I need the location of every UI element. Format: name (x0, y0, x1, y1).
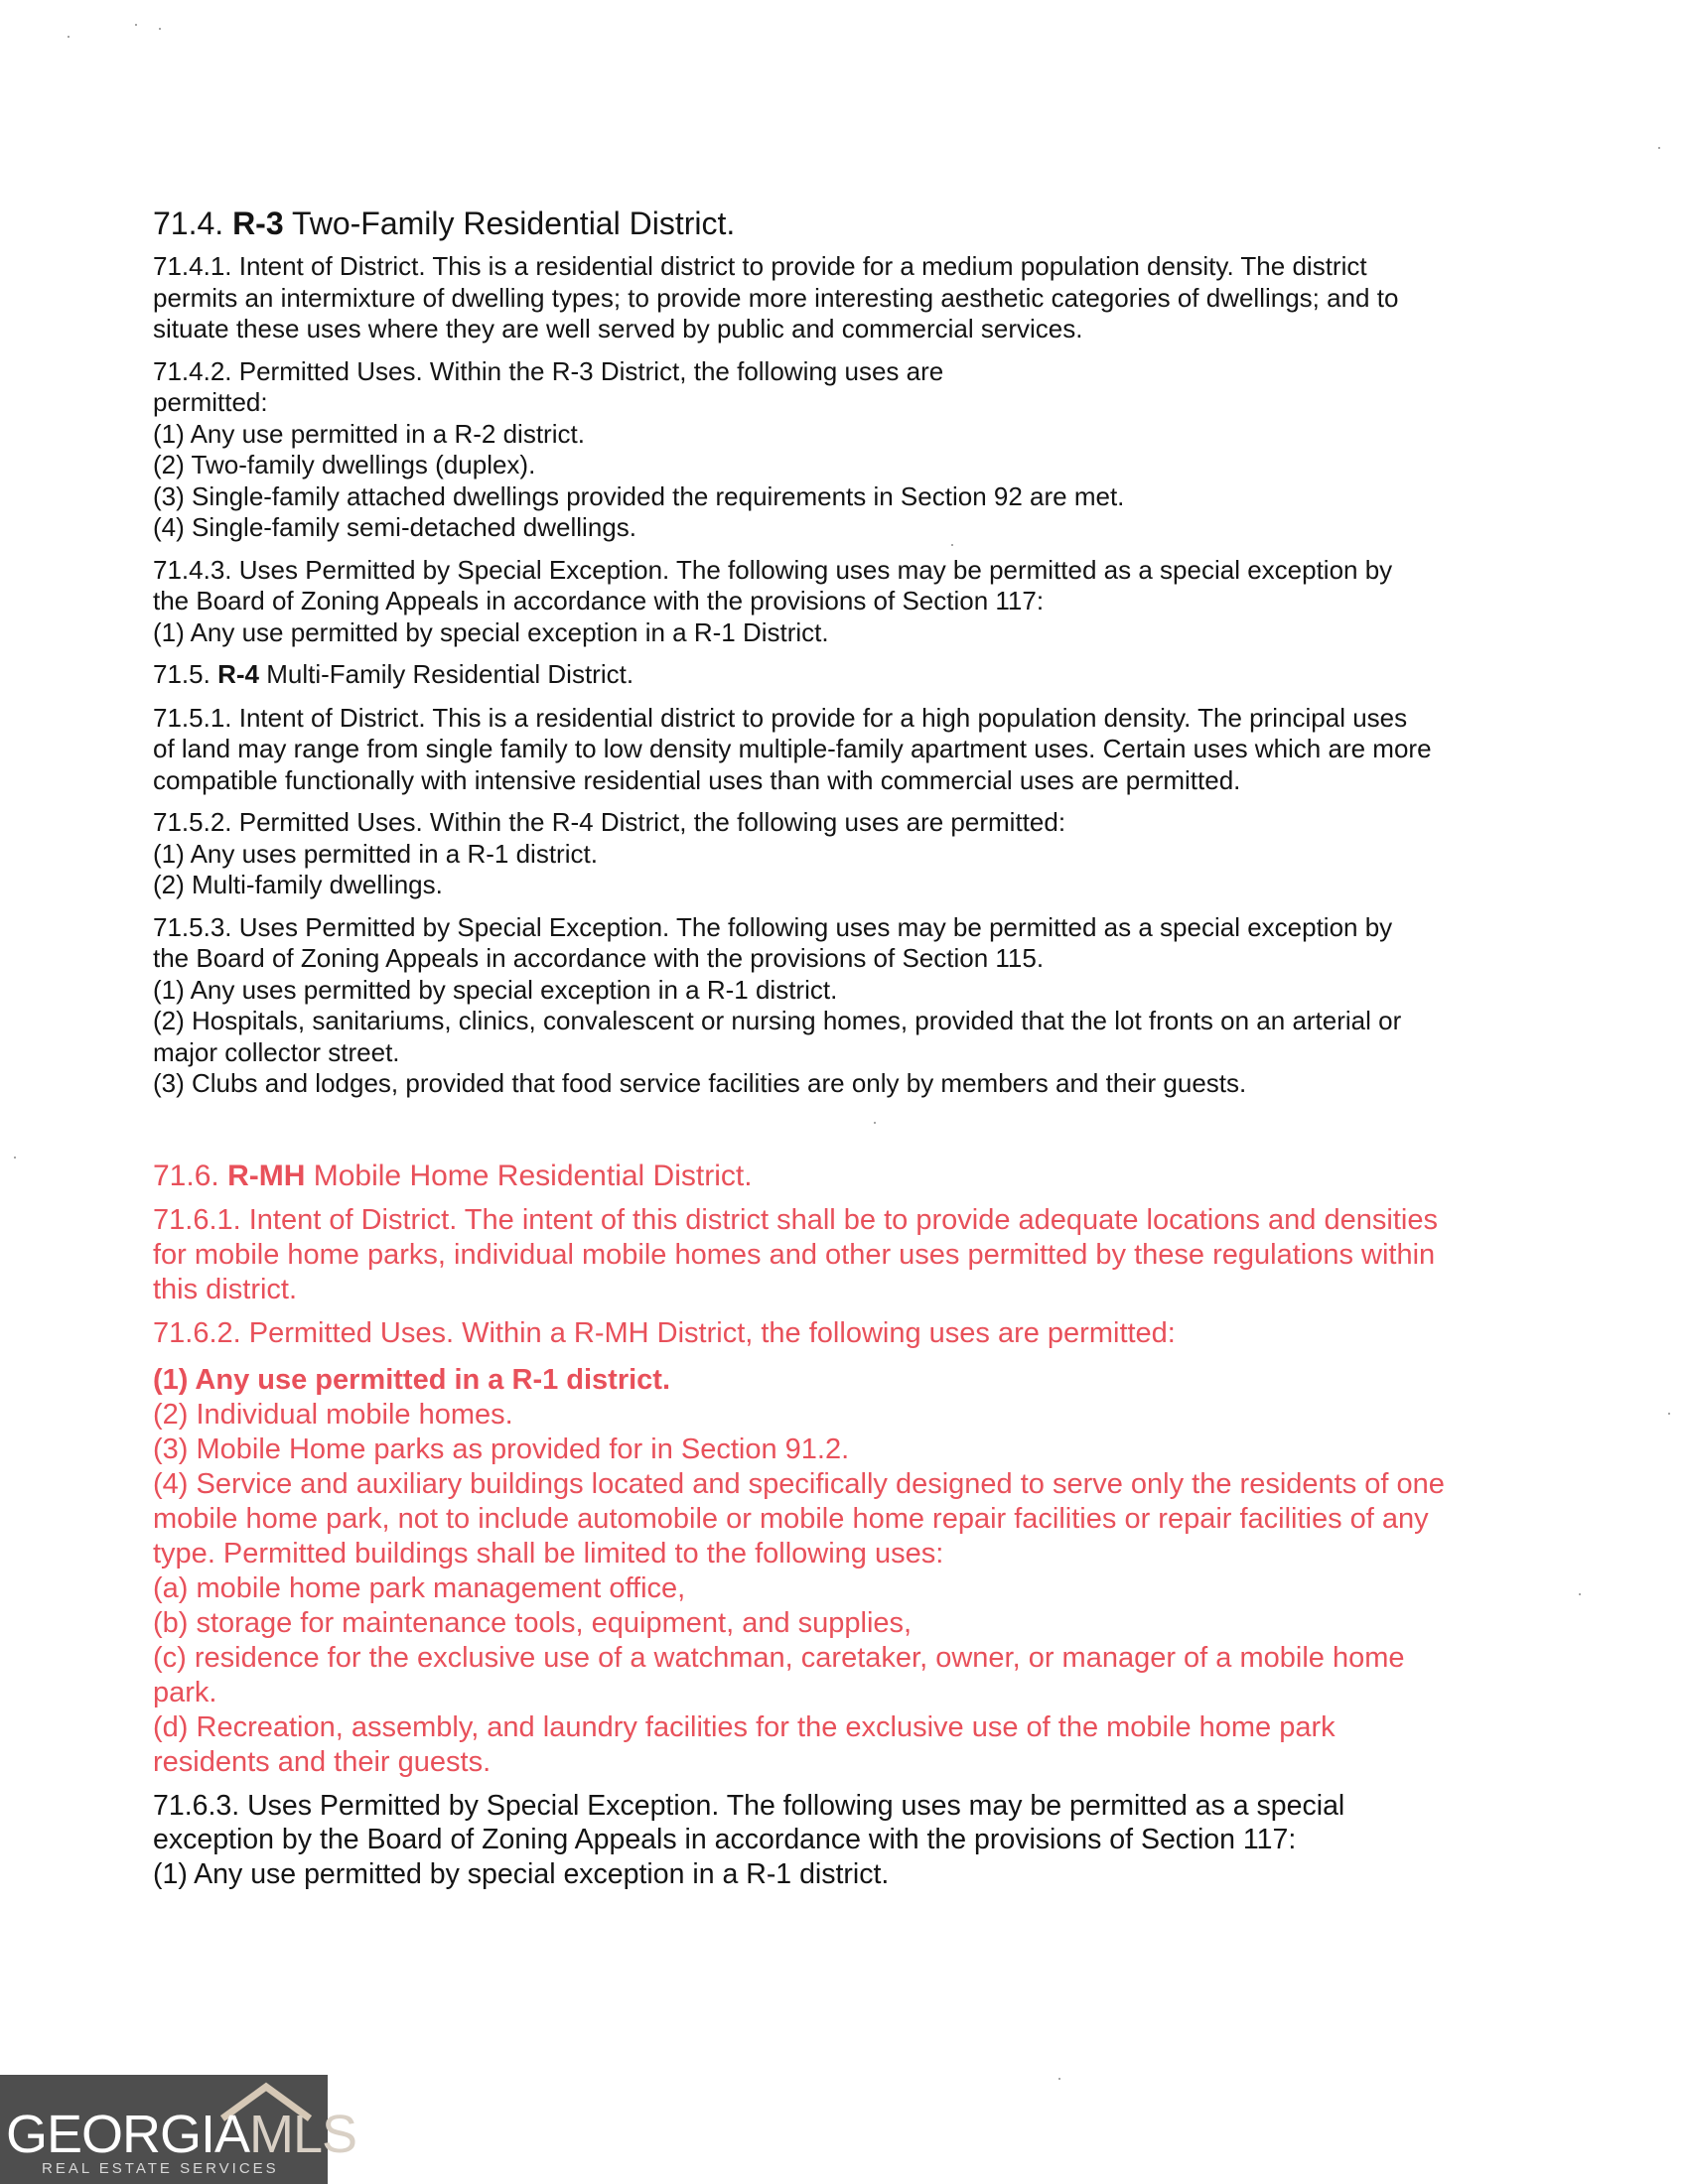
district-code: R-MH (227, 1159, 306, 1192)
list-item: (1) Any use permitted by special exception in a R-1 District. (153, 616, 829, 647)
list-item: (4) Single-family semi-detached dwellings. (153, 512, 636, 542)
text-line: 71.5.3. Uses Permitted by Special Exception. The following uses may be permitted as a special exception by (153, 911, 1393, 942)
section-71-4-heading (153, 204, 1543, 243)
list-item: (b) storage for maintenance tools, equipment, and supplies, (153, 1606, 913, 1639)
section-71-6-2-intro (153, 1316, 1543, 1351)
text-line: 71.4.3. Uses Permitted by Special Exception. The following uses may be permitted as a special exception by (153, 554, 1393, 585)
list-item: (2) Two-family dwellings (duplex). (153, 450, 536, 479)
list-item: (1) Any uses permitted by special exception in a R-1 district. (153, 974, 838, 1005)
section-71-6-3-special (153, 1789, 1543, 1892)
list-item: (3) Clubs and lodges, provided that food service facilities are only by members and their guests. (153, 1068, 1247, 1098)
text-line: 71.4.1. Intent of District. This is a residential district to provide for a medium population density. The district (153, 251, 1367, 281)
heading-title: Mobile Home Residential District. (313, 1159, 753, 1192)
logo-wordmark (6, 2105, 356, 2164)
list-item: (1) Any use permitted in a R-2 district. (153, 418, 585, 449)
section-71-4-1-intent (153, 251, 1543, 345)
list-item: (3) Mobile Home parks as provided for in Section 91.2. (153, 1433, 850, 1465)
text-line: park. (153, 1676, 217, 1708)
text-line: type. Permitted buildings shall be limited to the following uses: (153, 1537, 944, 1570)
list-item: (2) Hospitals, sanitariums, clinics, convalescent or nursing homes, provided that the lot fronts on an arterial or (153, 1006, 1402, 1035)
section-71-4-2-permitted (153, 356, 1543, 544)
georgia-mls-logo (0, 2075, 357, 2184)
list-item: (2) Multi-family dwellings. (153, 870, 443, 899)
section-71-6-1-intent (153, 1203, 1543, 1307)
text-line: this district. (153, 1273, 298, 1305)
section-71-5-2-permitted (153, 807, 1543, 901)
text-line: major collector street. (153, 1036, 400, 1067)
text-line: for mobile home parks, individual mobile homes and other uses permitted by these regulations within (153, 1238, 1436, 1271)
heading-title: Two-Family Residential District. (291, 205, 736, 241)
heading-number: 71.5. (153, 659, 211, 689)
section-71-5-heading (153, 659, 1543, 691)
text-line: 71.6.1. Intent of District. The intent of this district shall be to provide adequate locations and densities (153, 1203, 1438, 1236)
text-line: exception by the Board of Zoning Appeals in accordance with the provisions of Section 117: (153, 1824, 1297, 1855)
text-line: the Board of Zoning Appeals in accordance with the provisions of Section 115. (153, 943, 1045, 973)
logo-word-mls: MLS (249, 2105, 357, 2164)
text-line: permitted: (153, 387, 268, 417)
heading-number: 71.4. (153, 205, 224, 241)
list-item: (3) Single-family attached dwellings provided the requirements in Section 92 are met. (153, 480, 1125, 511)
heading-title: Multi-Family Residential District. (266, 659, 634, 689)
heading-number: 71.6. (153, 1159, 219, 1192)
text-line: 71.5.2. Permitted Uses. Within the R-4 District, the following uses are permitted: (153, 807, 1066, 837)
text-line: residents and their guests. (153, 1745, 492, 1778)
section-71-5-1-intent (153, 703, 1543, 797)
text-line: situate these uses where they are well served by public and commercial services. (153, 314, 1083, 343)
list-item: (1) Any uses permitted in a R-1 district. (153, 838, 598, 869)
list-item: (4) Service and auxiliary buildings located and specifically designed to serve only the residents of one (153, 1467, 1445, 1500)
section-71-6-heading (153, 1158, 1543, 1195)
document-page (153, 204, 1543, 1891)
list-item: (c) residence for the exclusive use of a watchman, caretaker, owner, or manager of a mobile home (153, 1641, 1405, 1674)
district-code: R-3 (232, 205, 284, 241)
text-line: of land may range from single family to low density multiple-family apartment uses. Certain uses which are more (153, 734, 1432, 763)
list-item: (a) mobile home park management office, (153, 1571, 686, 1604)
text-line: 71.6.2. Permitted Uses. Within a R-MH District, the following uses are permitted: (153, 1316, 1176, 1349)
text-line: 71.5.1. Intent of District. This is a residential district to provide for a high population density. The principal uses (153, 702, 1408, 733)
text-line: 71.6.3. Uses Permitted by Special Exception. The following uses may be permitted as a special (153, 1789, 1345, 1822)
section-71-4-3-special (153, 555, 1543, 649)
district-code: R-4 (217, 659, 259, 689)
text-line: 71.4.2. Permitted Uses. Within the R-3 District, the following uses are (153, 355, 944, 386)
list-item: (2) Individual mobile homes. (153, 1398, 513, 1431)
section-71-5-3-special (153, 912, 1543, 1100)
text-line: compatible functionally with intensive residential uses than with commercial uses are permitted. (153, 764, 1241, 795)
text-line: permits an intermixture of dwelling types; to provide more interesting aesthetic categories of dwellings; and to (153, 282, 1399, 313)
list-item: (1) Any use permitted by special exception in a R-1 district. (153, 1857, 890, 1890)
text-line: mobile home park, not to include automobile or mobile home repair facilities or repair facilities of any (153, 1502, 1429, 1535)
list-item: (1) Any use permitted in a R-1 district. (153, 1363, 671, 1396)
list-item: (d) Recreation, assembly, and laundry facilities for the exclusive use of the mobile home park (153, 1710, 1336, 1743)
section-71-6-2-permitted (153, 1363, 1543, 1780)
text-line: the Board of Zoning Appeals in accordance with the provisions of Section 117: (153, 586, 1045, 615)
logo-word-georgia: GEORGIA (6, 2105, 250, 2164)
logo-tagline: REAL ESTATE SERVICES (42, 2160, 279, 2177)
